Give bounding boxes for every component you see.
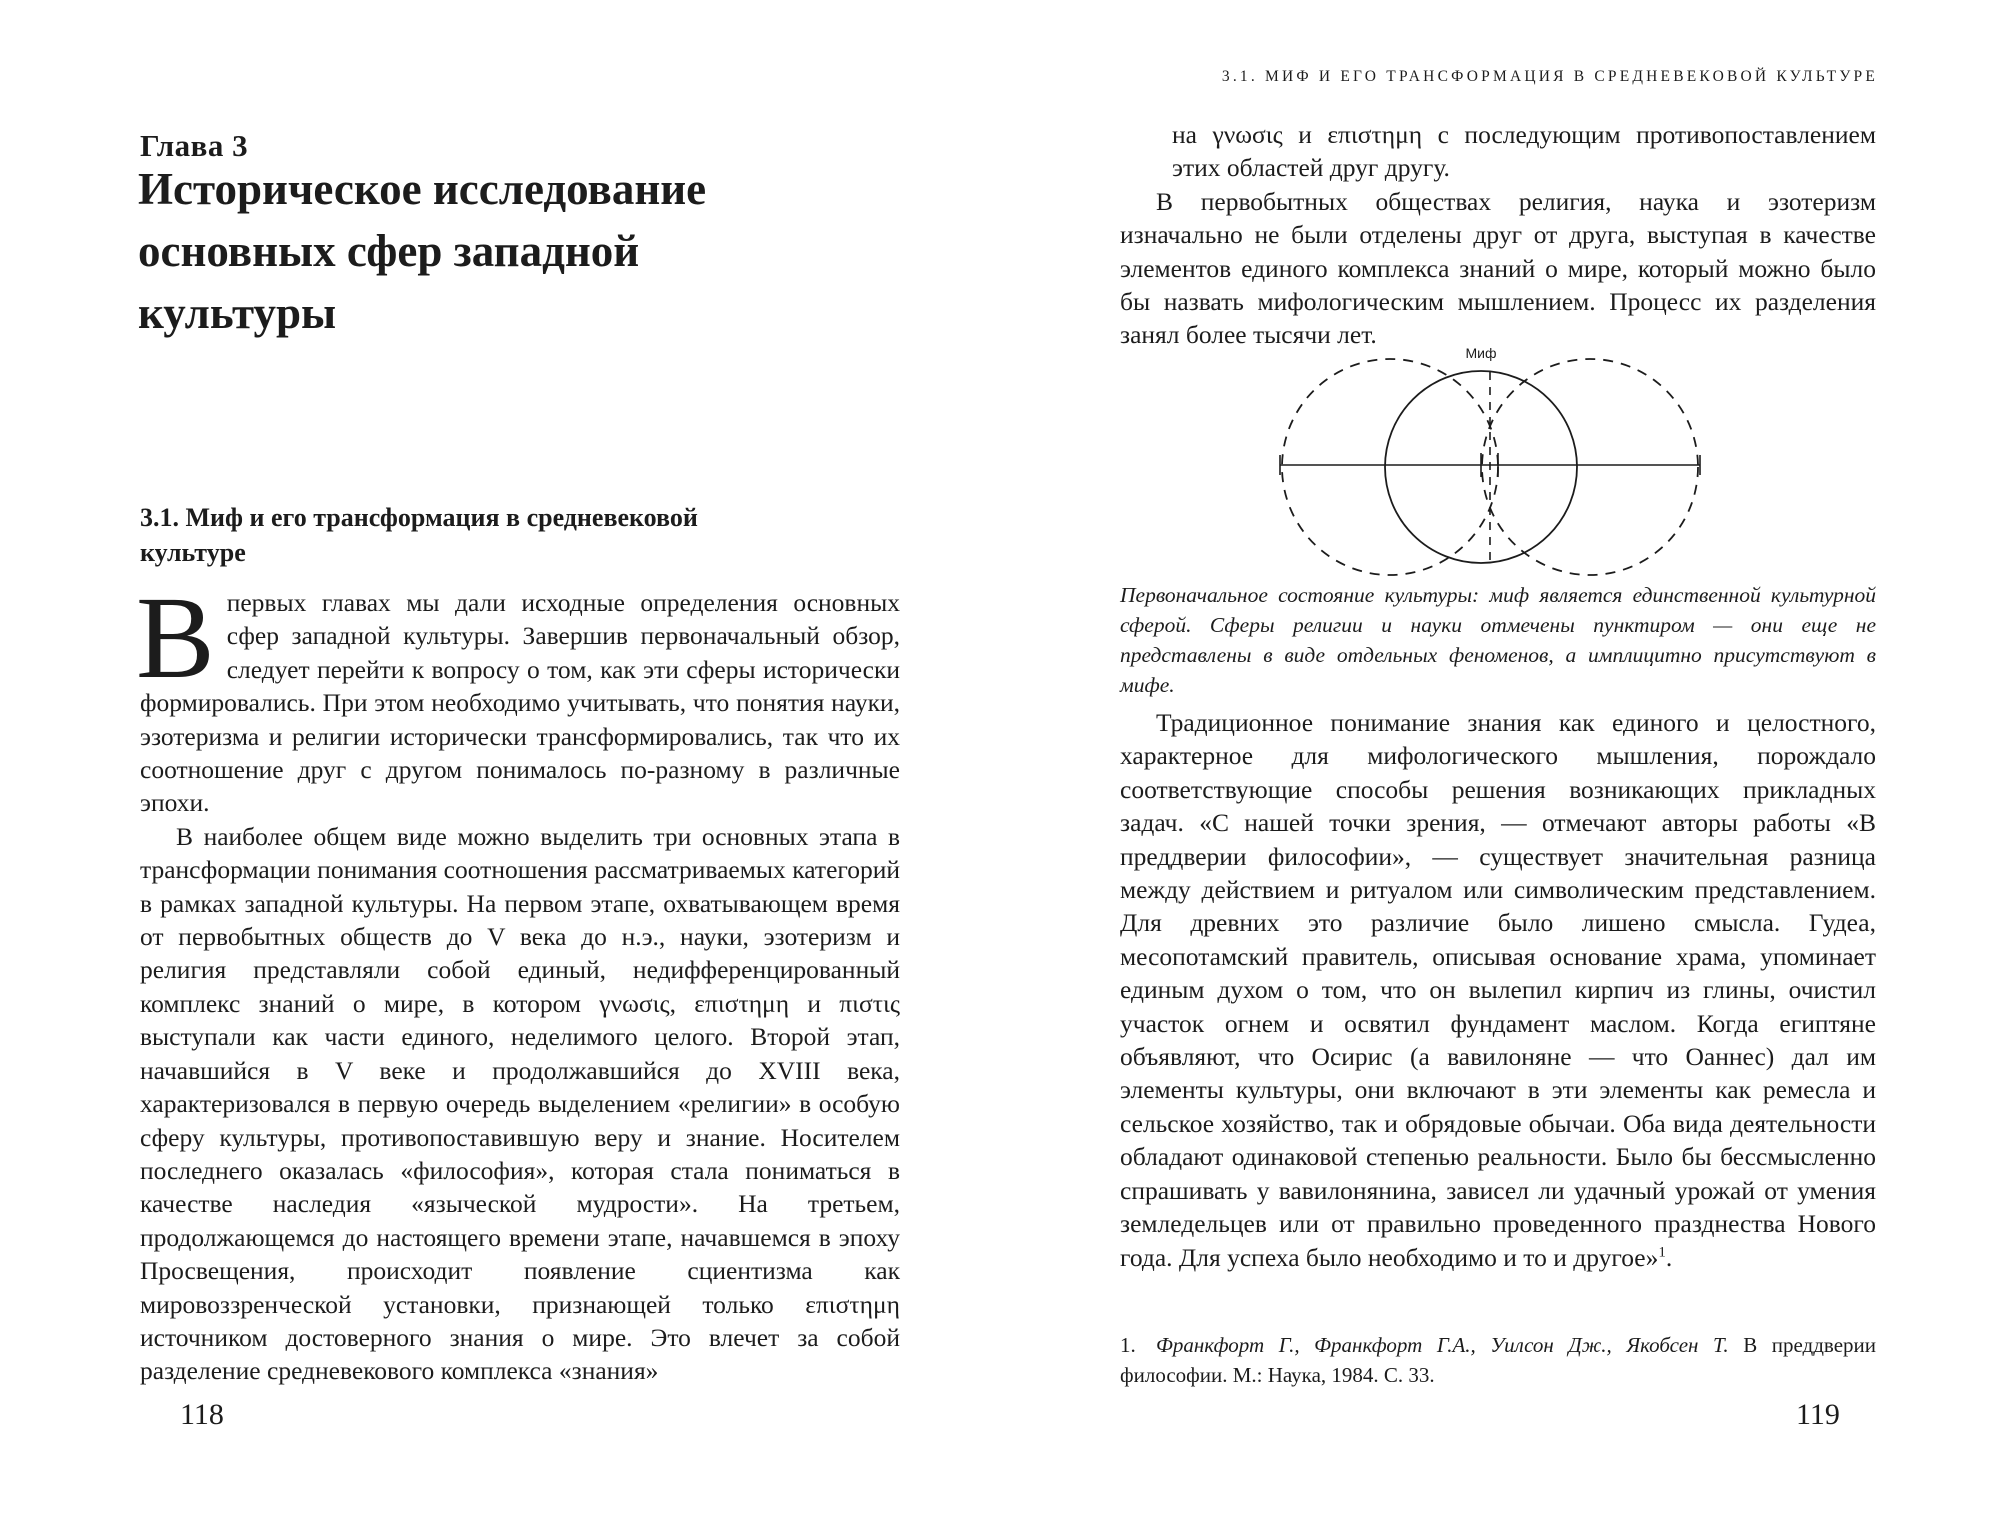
- left-body-text: [136, 572, 900, 1388]
- footnote-number: 1.: [1120, 1333, 1136, 1357]
- footnote-authors: Франкфорт Г., Франкфорт Г.А., Уилсон Дж., Якобсен Т.: [1156, 1333, 1729, 1357]
- diagram-caption: Первоначальное состояние культуры: миф является единственной культурной сферой. Сферы религии и науки отмечены пунктиром — они еще не представлены в виде отдельных феноменов, а имплицитно присутствуют в мифе.: [1120, 583, 1876, 697]
- religion-circle-dashed: [1282, 359, 1498, 575]
- footnote-text: В преддверии философии. М.: Наука, 1984. С. 33.: [1120, 1333, 1877, 1387]
- section-title: 3.1. Миф и его трансформация в средневековой культуре: [140, 503, 698, 567]
- page-number-right: 119: [1796, 1398, 1840, 1431]
- myth-diagram: [1270, 340, 1730, 580]
- footnote-marker[interactable]: 1: [1658, 1244, 1666, 1260]
- running-head: 3.1. МИФ И ЕГО ТРАНСФОРМАЦИЯ В СРЕДНЕВЕКОВОЙ КУЛЬТУРЕ: [1221, 68, 1878, 85]
- right-paragraph-2-text: Традиционное понимание знания как единого и целостного, характерное для мифологического мышления, порождало соответствующие способы решения возникающих прикладных задач. «С нашей точки зрения, — отмечают авторы работы «В преддверии философии», — существует значительная разница между действием и ритуалом или символическим представлением. Для древних это различие было лишено смысла. Гудеа, месопотамский правитель, описывая основание храма, упоминает единым духом о том, что он вылепил кирпич из глины, очистил участок огнем и освятил фундамент маслом. Когда египтяне объявляют, что Осирис (а вавилоняне — что Оаннес) дал им элементы культуры, они включают в эти элементы как ремесла и сельское хозяйство, так и обрядовые обычаи. Оба вида деятельности обладают одинаковой степенью реальности. Было бы бессмысленно спрашивать у вавилонянина, зависел ли удачный урожай от умения земледельцев или от правильно проведенного празднества Нового года. Для успеха было необходимо и то и другое»: [1120, 708, 1876, 1272]
- diagram-label-myth: Миф: [1465, 345, 1497, 361]
- right-body-text-bottom: [1120, 706, 1876, 1274]
- right-continuation: на γνωσις и επιστημη с последующим противопоставлением этих областей друг другу.: [1172, 120, 1876, 183]
- left-paragraph-1: [136, 572, 900, 820]
- left-paragraph-2: В наиболее общем виде можно выделить три основных этапа в трансформации понимания соотношения рассматриваемых категорий в рамках западной культуры. На первом этапе, охватывающем время от первобытных обществ до V века до н.э., науки, эзотеризм и религия представляли собой единый, недифференцированный комплекс знаний о мире, в котором γνωσις, επιστημη и πιστις выступали как части единого, неделимого целого. Второй этап, начавшийся в V веке и продолжавшийся до XVIII века, характеризовался в первую очередь выделением «религии» в особую сферу культуры, противопоставившую веру и знание. Носителем последнего оказалась «философия», которая стала пониматься в качестве наследия «языческой мудрости». На третьем, продолжающемся до настоящего времени этапе, начавшемся в эпоху Просвещения, происходит появление сциентизма как мировоззренческой установки, признающей только επιστημη источником достоверного знания о мире. Это влечет за собой разделение средневекового комплекса «знания»: [140, 821, 900, 1386]
- science-circle-dashed: [1482, 359, 1698, 575]
- right-paragraph-1: В первобытных обществах религия, наука и эзотеризм изначально не были отделены друг от друга, выступая в качестве элементов единого комплекса знаний о мире, который можно было бы назвать мифологическим мышлением. Процесс их разделения занял более тысячи лет.: [1120, 186, 1876, 350]
- chapter-title: Историческое исследование основных сфер западной культуры: [138, 164, 707, 338]
- right-body-text-top: [1120, 118, 1876, 352]
- right-paragraph-2: Традиционное понимание знания как единого и целостного, характерное для мифологического мышления, порождало соответствующие способы решения возникающих прикладных задач. «С нашей точки зрения, — отмечают авторы работы «В преддверии философии», — существует значительная разница между действием и ритуалом или символическим представлением. Для древних это различие было лишено смысла. Гудеа, месопотамский правитель, описывая основание храма, упоминает единым духом о том, что он вылепил кирпич из глины, очистил участок огнем и освятил фундамент маслом. Когда египтяне объявляют, что Осирис (а вавилоняне — что Оаннес) дал им элементы культуры, они включают в эти элементы как ремесла и сельское хозяйство, так и обрядовые обычаи. Оба вида деятельности обладают одинаковой степенью реальности. Было бы бессмысленно спрашивать у вавилонянина, зависел ли удачный урожай от умения земледельцев или от правильно проведенного празднества Нового года. Для успеха было необходимо и то и другое»$^1$.: [1120, 708, 1876, 1272]
- drop-cap: В: [136, 572, 215, 703]
- page-number-left: 118: [180, 1398, 224, 1431]
- left-paragraph-1-text: первых главах мы дали исходные определения основных сфер западной культуры. Завершив первоначальный обзор, следует перейти к вопросу о том, как эти сферы исторически формировались. При этом необходимо учитывать, что понятия науки, эзотеризма и религии исторически трансформировались, так что их соотношение друг с другом понималось по-разному в различные эпохи.: [140, 588, 900, 818]
- right-page: [1000, 0, 2000, 1518]
- chapter-label: Глава 3: [140, 128, 249, 163]
- footnote: [1120, 1330, 1876, 1390]
